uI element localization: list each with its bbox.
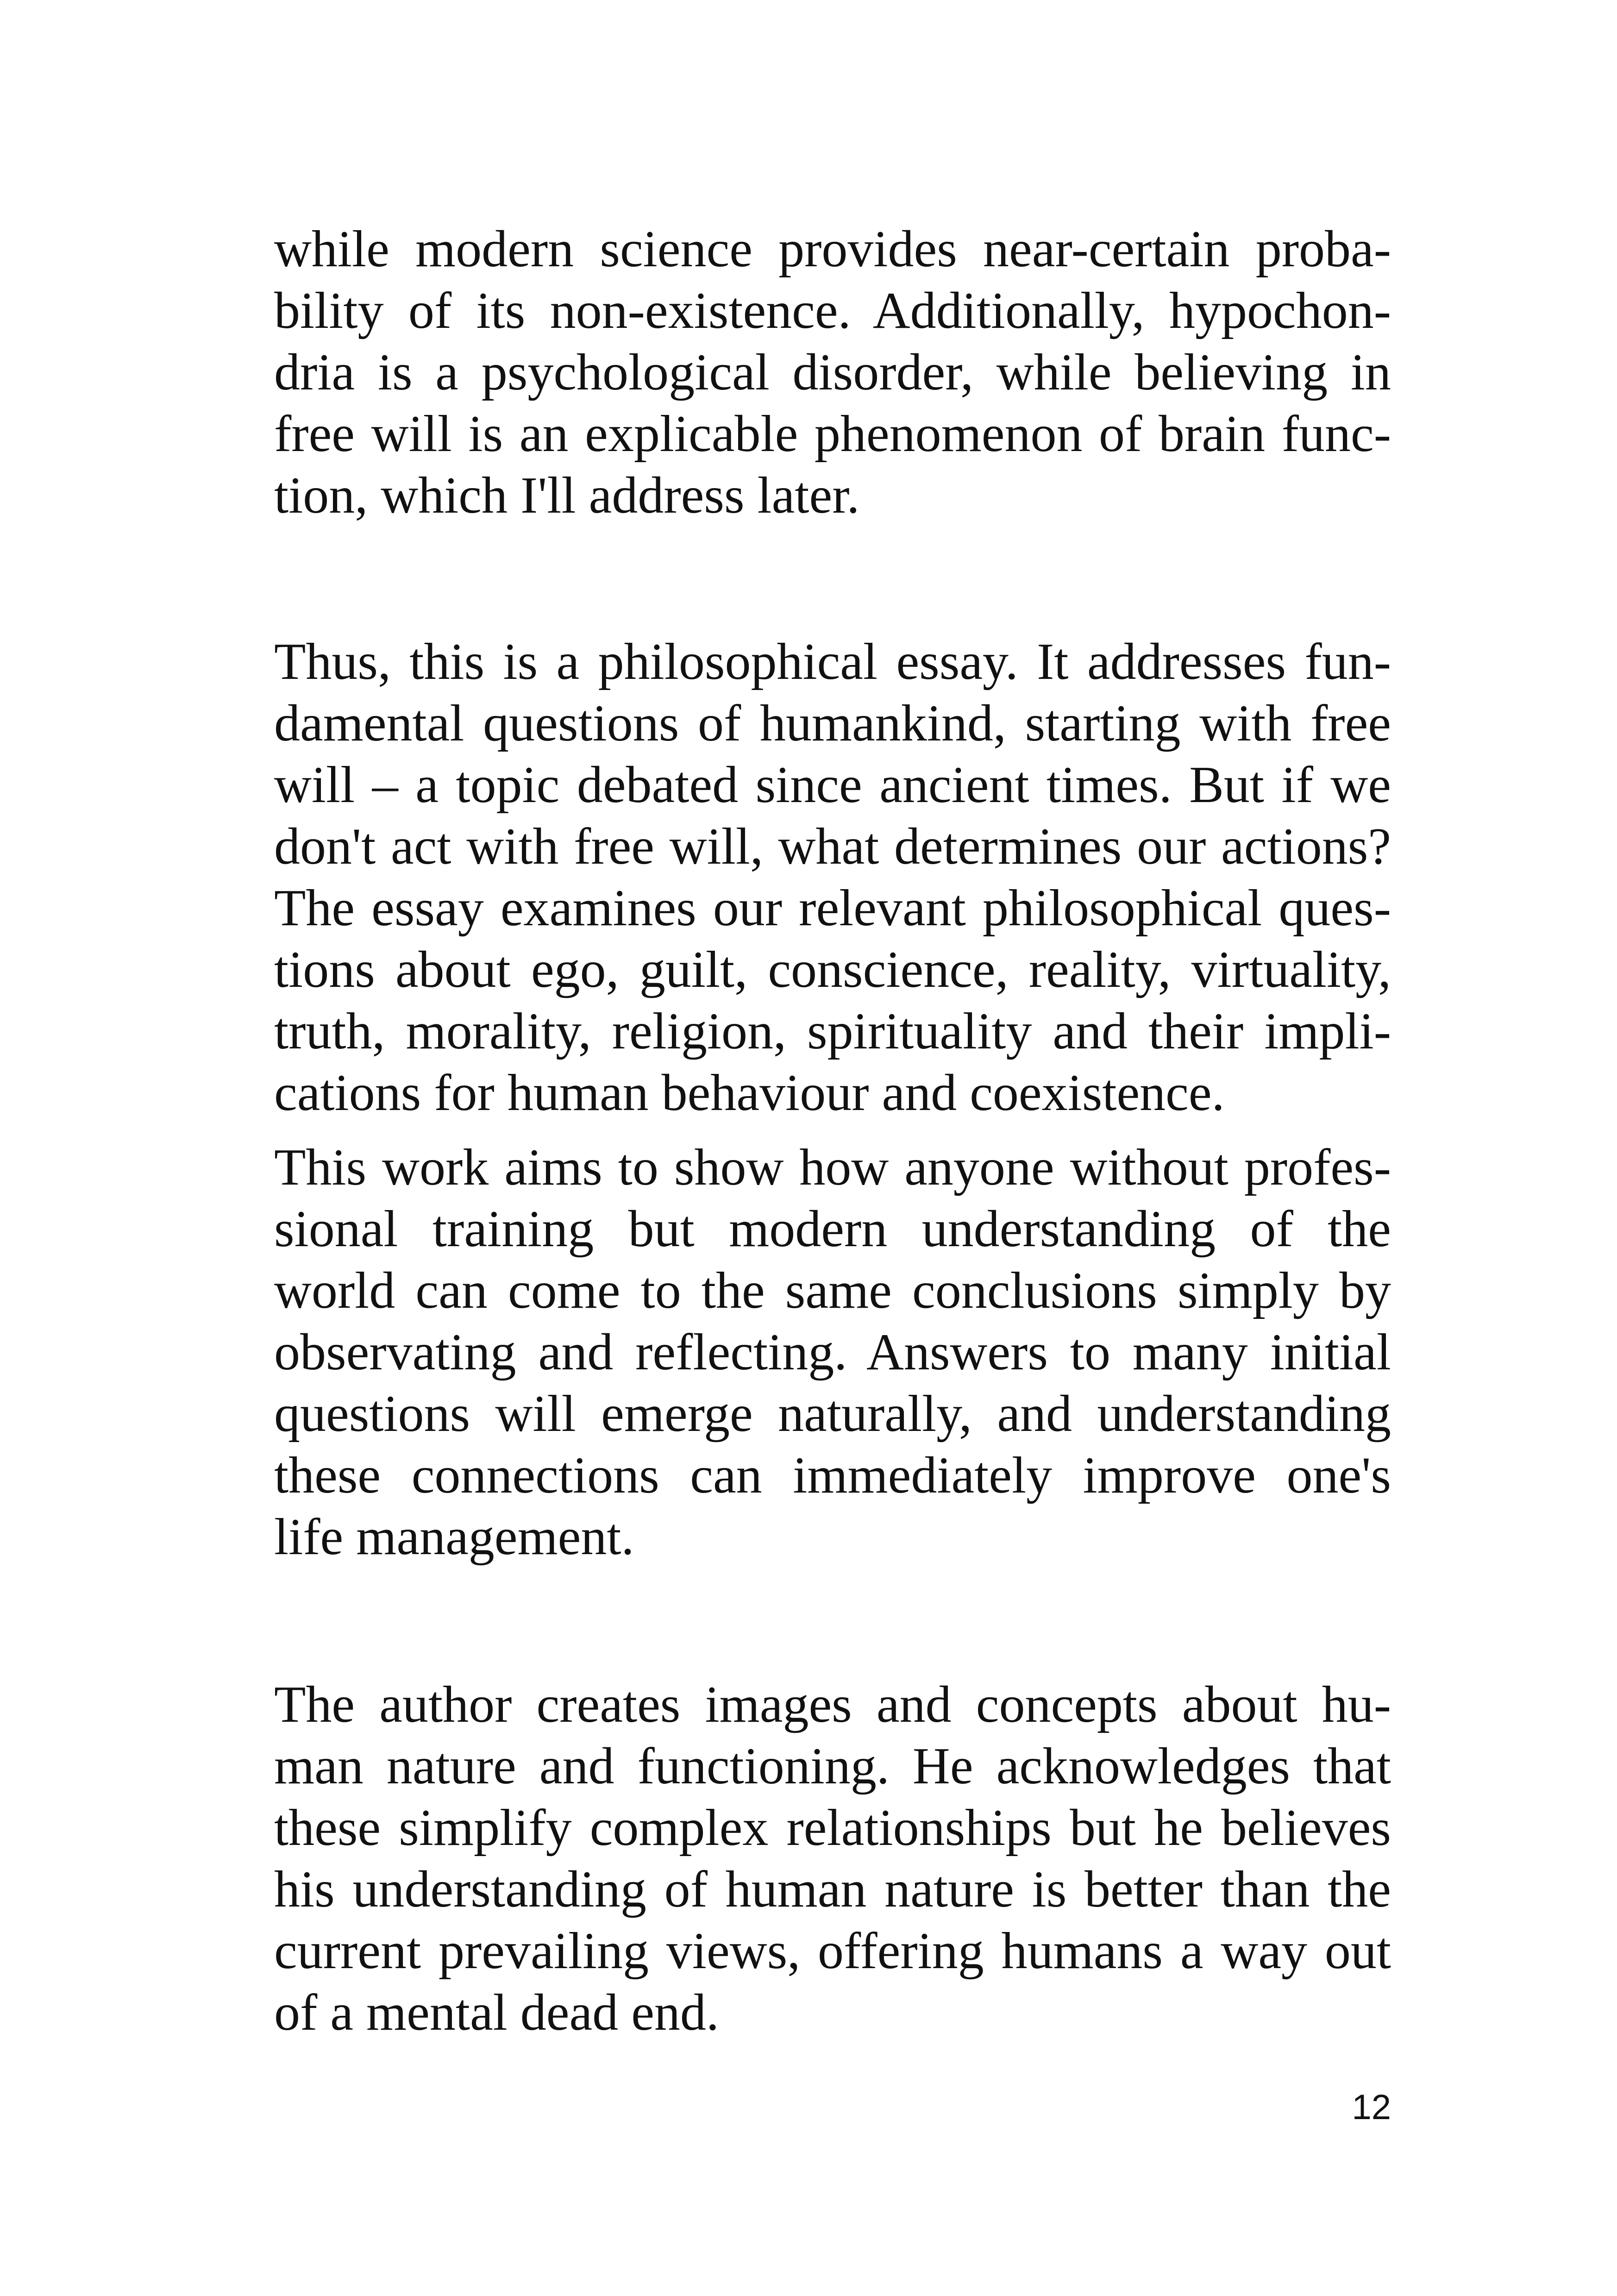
text-line: world can come to the same conclusions simply by bbox=[274, 1262, 1391, 1319]
text-line: cations for human behaviour and coexistence. bbox=[274, 1064, 1225, 1122]
paragraph-3 bbox=[274, 1137, 1391, 1568]
text-line: man nature and functioning. He acknowledges that bbox=[274, 1738, 1391, 1795]
page-number: 12 bbox=[1352, 2088, 1391, 2127]
text-line: This work aims to show how anyone without profes- bbox=[274, 1139, 1391, 1196]
text-line: current prevailing views, offering humans a way out bbox=[274, 1922, 1391, 1980]
text-line: observating and reflecting. Answers to many initial bbox=[274, 1324, 1391, 1381]
text-line: these simplify complex relationships but he believes bbox=[274, 1799, 1391, 1857]
paragraph-4 bbox=[274, 1674, 1391, 2044]
text-line: his understanding of human nature is better than the bbox=[274, 1861, 1391, 1918]
text-line: while modern science provides near-certain proba- bbox=[274, 220, 1391, 278]
text-line: truth, morality, religion, spirituality and their impli- bbox=[274, 1003, 1391, 1060]
text-line: free will is an explicable phenomenon of brain func- bbox=[274, 405, 1391, 463]
text-line: of a mental dead end. bbox=[274, 1984, 719, 2041]
text-line: bility of its non-existence. Additionally, hypochon- bbox=[274, 282, 1391, 339]
text-line: will – a topic debated since ancient times. But if we bbox=[274, 756, 1391, 814]
text-line: don't act with free will, what determines our actions? bbox=[274, 818, 1391, 875]
paragraph-1 bbox=[274, 219, 1391, 527]
text-line: The author creates images and concepts about hu- bbox=[274, 1676, 1391, 1733]
text-line: tion, which I'll address later. bbox=[274, 467, 860, 524]
text-line: questions will emerge naturally, and understanding bbox=[274, 1385, 1391, 1443]
text-line: life management. bbox=[274, 1508, 634, 1566]
paragraph-2 bbox=[274, 631, 1391, 1124]
text-line: sional training but modern understanding of the bbox=[274, 1200, 1391, 1258]
text-line: these connections can immediately improve one's bbox=[274, 1447, 1391, 1504]
text-line: dria is a psychological disorder, while believing in bbox=[274, 344, 1391, 401]
text-line: tions about ego, guilt, conscience, reality, virtuality, bbox=[274, 941, 1391, 998]
text-line: Thus, this is a philosophical essay. It addresses fun- bbox=[274, 633, 1391, 690]
text-line: damental questions of humankind, starting with free bbox=[274, 695, 1391, 752]
text-line: The essay examines our relevant philosophical ques- bbox=[274, 879, 1391, 937]
